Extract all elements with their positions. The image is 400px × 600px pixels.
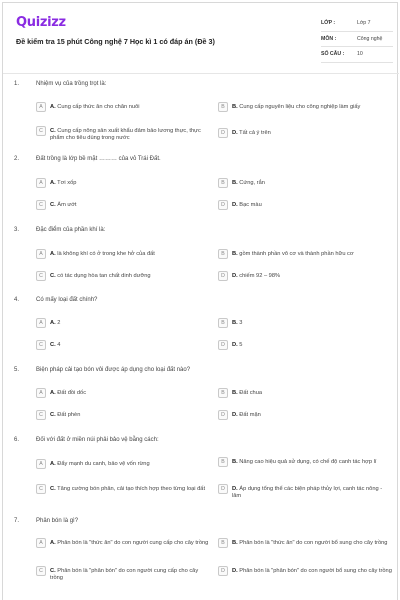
question-number: 7.	[14, 518, 20, 524]
question-number: 1.	[14, 81, 20, 87]
meta-value: Công nghệ	[357, 35, 383, 42]
option-prefix: B.	[232, 319, 238, 326]
question-text: Đặc điểm của phần khí là:	[36, 227, 106, 233]
option-letter: C	[36, 484, 46, 494]
option-text: Cứng, rắn	[239, 179, 265, 186]
option-text: Cung cấp nguyên liệu cho công nghiệp làm giấy	[239, 103, 361, 110]
question-text: Phân bón là gì?	[36, 518, 79, 524]
meta-value: Lớp 7	[357, 20, 371, 26]
option-prefix: C.	[50, 272, 56, 279]
option-text: Cung cấp thức ăn cho chăn nuôi	[57, 103, 140, 110]
option-prefix: D.	[232, 567, 238, 574]
option-letter: B	[218, 249, 228, 259]
option-letter: A	[36, 249, 46, 259]
option-prefix: B.	[232, 539, 238, 546]
option-letter: C	[36, 271, 46, 281]
option-prefix: D.	[232, 129, 238, 136]
option-letter: B	[218, 457, 228, 467]
option-text: là không khí có ở trong khe hở của đất	[57, 250, 155, 257]
option-letter: B	[218, 538, 228, 548]
option-text: Đất chua	[239, 389, 263, 396]
option-letter: B	[218, 178, 228, 188]
option-prefix: A.	[50, 179, 56, 186]
option-letter: D	[218, 271, 228, 281]
option-prefix: D.	[232, 201, 238, 208]
question-text: Biện pháp cải tạo bón vôi được áp dụng cho loại đất nào?	[36, 367, 191, 373]
option-text: Đẩy mạnh du canh, bảo vệ vốn rừng	[57, 460, 150, 467]
meta-row-subject	[321, 32, 393, 48]
option-letter: A	[36, 388, 46, 398]
header-divider	[3, 73, 399, 74]
question-number: 2.	[14, 156, 20, 162]
meta-row-count	[321, 47, 393, 63]
option-letter: D	[218, 410, 228, 420]
meta-value: 10	[357, 51, 363, 57]
question-text: Đối với đất ở miền núi phải bảo vệ bằng cách:	[36, 437, 159, 443]
option-prefix: A.	[50, 319, 56, 326]
option-text: Ẩm ướt	[57, 201, 77, 208]
option-text: 2	[57, 319, 61, 326]
option-text: 5	[239, 341, 243, 348]
option-text: Phân bón là "thức ăn" do con người bổ sung cho cây trồng	[239, 539, 388, 546]
option-text: Phân bón là "phân bón" do con người bổ sung cho cây trồng	[239, 567, 392, 574]
option-text: Tăng cường bón phân, cải tạo thích hợp theo từng loại đất	[57, 485, 206, 492]
option-letter: C	[36, 566, 46, 576]
option-letter: A	[36, 318, 46, 328]
option-prefix: B.	[232, 458, 238, 465]
option-prefix: D.	[232, 341, 238, 348]
quizizz-logo[interactable]: Quizizz	[16, 15, 66, 30]
option-letter: B	[218, 318, 228, 328]
option-letter: A	[36, 538, 46, 548]
option-prefix: C.	[50, 411, 56, 418]
option-prefix: A.	[50, 389, 56, 396]
option-text: gồm thành phần vô cơ và thành phần hữu cơ	[239, 250, 354, 257]
meta-row-class	[321, 16, 393, 32]
option-prefix: C.	[50, 567, 56, 574]
worksheet-header	[3, 3, 399, 73]
option-text: Phân bón là "thức ăn" do con người cung cấp cho cây trồng	[57, 539, 209, 546]
option-letter: A	[36, 102, 46, 112]
option-prefix: D.	[232, 272, 238, 279]
option-text: 3	[239, 319, 243, 326]
option-prefix: A.	[50, 460, 56, 467]
question-text: Nhiệm vụ của trồng trọt là:	[36, 81, 107, 87]
option-text: 4	[57, 341, 61, 348]
option-letter: D	[218, 128, 228, 138]
option-text: Đất đồi dốc	[57, 389, 87, 396]
option-letter: C	[36, 200, 46, 210]
option-letter: D	[218, 340, 228, 350]
option-prefix: A.	[50, 103, 56, 110]
option-letter: D	[218, 200, 228, 210]
option-text: Bạc màu	[239, 201, 262, 208]
meta-key: SỐ CÂU :	[321, 51, 345, 57]
question-number: 6.	[14, 437, 20, 443]
option-prefix: C.	[50, 485, 56, 492]
option-prefix: C.	[50, 201, 56, 208]
option-letter: C	[36, 126, 46, 136]
option-prefix: B.	[232, 179, 238, 186]
option-letter: D	[218, 566, 228, 576]
option-text: Tơi xốp	[57, 179, 77, 186]
option-text: Áp dụng tổng thể các biện pháp thủy lợi, canh tác nông - lâm	[232, 485, 383, 499]
question-text: Đất trồng là lớp bề mặt ……… của vỏ Trái Đất.	[36, 156, 161, 162]
worksheet-meta	[321, 16, 393, 63]
worksheet-title: Đề kiểm tra 15 phút Công nghệ 7 Học kì 1 có đáp án (Đề 3)	[16, 37, 215, 46]
question-number: 3.	[14, 227, 20, 233]
question-number: 5.	[14, 367, 20, 373]
option-text: có tác dụng hòa tan chất dinh dưỡng	[57, 272, 151, 279]
option-text: Đất phèn	[57, 411, 81, 418]
option-prefix: D.	[232, 411, 238, 418]
option-prefix: B.	[232, 103, 238, 110]
option-text: Cung cấp nông sản xuất khẩu đảm bảo lương thực, thực phẩm cho tiêu dùng trong nước	[50, 127, 201, 141]
option-prefix: D.	[232, 485, 238, 492]
option-letter: A	[36, 459, 46, 469]
meta-key: MÔN :	[321, 35, 337, 42]
option-letter: B	[218, 102, 228, 112]
option-letter: C	[36, 410, 46, 420]
option-text: Đất mặn	[239, 411, 261, 418]
option-prefix: C.	[50, 127, 56, 134]
option-text: chiếm 92 – 98%	[239, 272, 281, 279]
option-letter: A	[36, 178, 46, 188]
question-number: 4.	[14, 297, 20, 303]
question-text: Có mấy loại đất chính?	[36, 297, 98, 303]
option-letter: C	[36, 340, 46, 350]
option-prefix: C.	[50, 341, 56, 348]
meta-key: LỚP :	[321, 20, 336, 26]
option-letter: D	[218, 484, 228, 494]
option-prefix: A.	[50, 250, 56, 257]
option-prefix: B.	[232, 389, 238, 396]
option-prefix: A.	[50, 539, 56, 546]
option-letter: B	[218, 388, 228, 398]
option-text: Tất cả ý trên	[239, 129, 271, 136]
worksheet-page	[2, 2, 398, 600]
option-prefix: B.	[232, 250, 238, 257]
option-text: Phân bón là "phân bón" do con người cung cấp cho cây trồng	[50, 567, 199, 581]
option-text: Nâng cao hiệu quả sử dụng, có chế độ canh tác hợp lí	[239, 458, 377, 465]
